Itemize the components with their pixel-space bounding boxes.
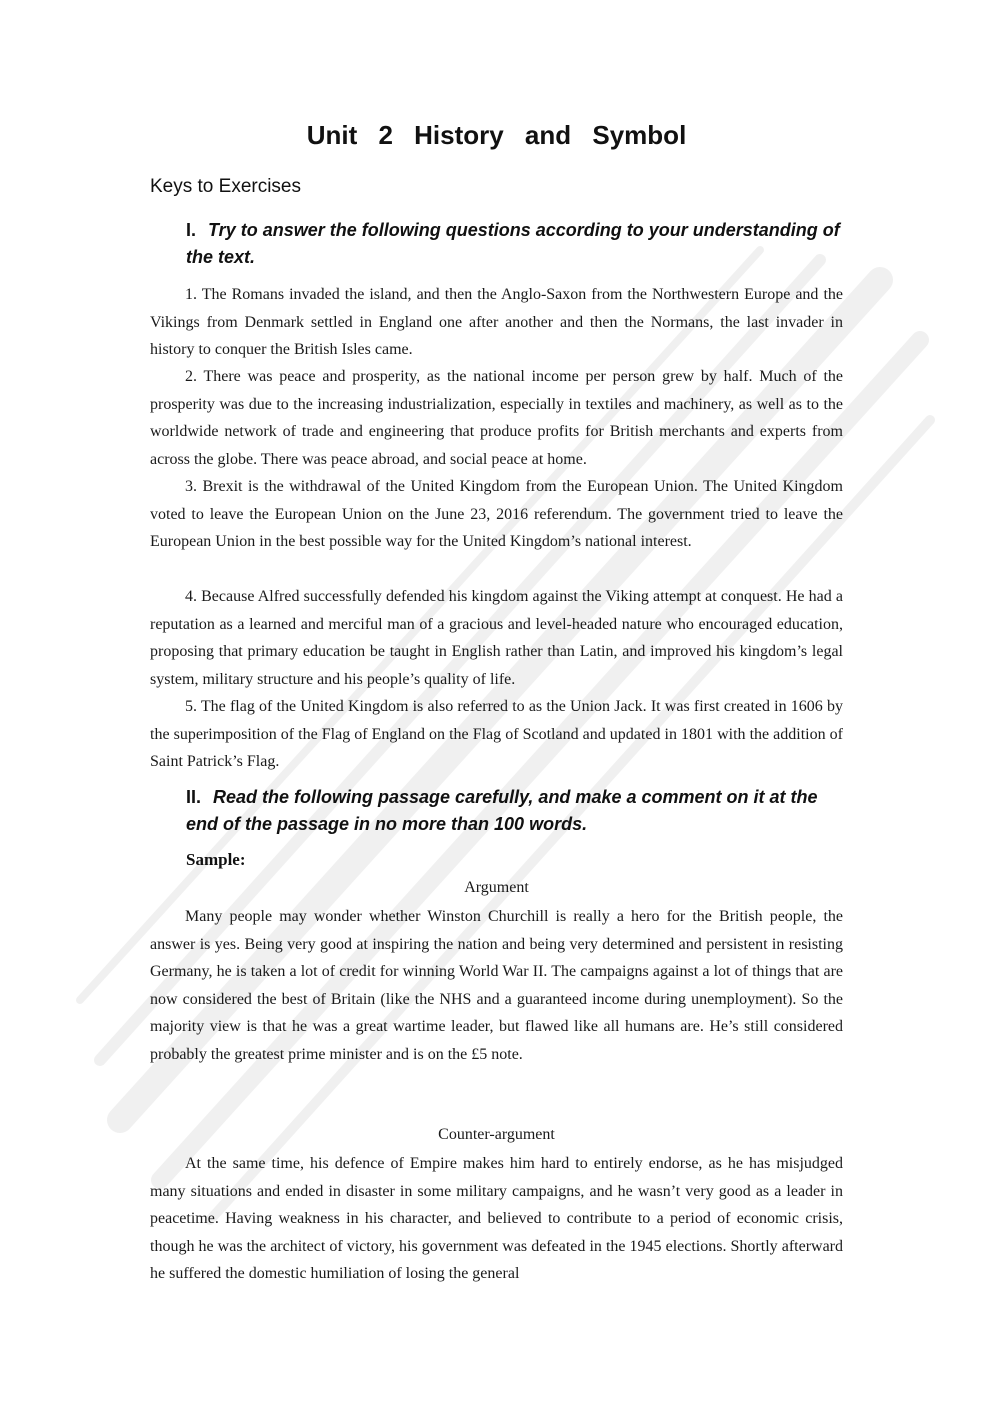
counter-argument-text: At the same time, his defence of Empire makes him hard to entirely endorse, as he has misjudged many situations and ended in disaster in some military campaigns, and he wasn’t very good as a leader in peacetime. Having weakness in his character, and believed to contribute to a period of economic crisis, though he was the architect of victory, his government was defeated in the 1945 elections. Shortly afterward he suffered the domestic humiliation of losing the general bbox=[150, 1155, 843, 1282]
sample-label: Sample: bbox=[186, 850, 246, 869]
section-2-heading-text: Read the following passage carefully, and make a comment on it at the end of the passage in no more than 100 words. bbox=[186, 787, 818, 834]
section-1-heading bbox=[186, 217, 846, 271]
section-2-number: II. bbox=[186, 787, 202, 807]
counter-argument-title: Counter-argument bbox=[438, 1126, 555, 1143]
answer-3: 3. Brexit is the withdrawal of the United Kingdom from the European Union. The United Kingdom voted to leave the European Union on the June 23, 2016 referendum. The government tried to leave the European Union in the best possible way for the United Kingdom’s national interest. bbox=[150, 478, 843, 550]
page-title: Unit 2 History and Symbol bbox=[306, 120, 687, 150]
section-1-number: I. bbox=[186, 220, 197, 240]
section-subtitle: Keys to Exercises bbox=[150, 176, 301, 197]
answer-5: 5. The flag of the United Kingdom is also referred to as the Union Jack. It was first created in 1606 by the superimposition of the Flag of England on the Flag of Scotland and updated in 1801 with the addition of Saint Patrick’s Flag. bbox=[150, 698, 843, 770]
section-1-heading-text: Try to answer the following questions according to your understanding of the text. bbox=[186, 220, 840, 267]
answer-1: 1. The Romans invaded the island, and then the Anglo-Saxon from the Northwestern Europe and the Vikings from Denmark settled in England one after another and then the Normans, the last invader in history to conquer the British Isles came. bbox=[150, 286, 843, 358]
argument-text: Many people may wonder whether Winston Churchill is really a hero for the British people, the answer is yes. Being very good at inspiring the nation and being very determined and persistent in resisting Germany, he is taken a lot of credit for winning World War II. The campaigns against a lot of things that are now considered the best of Britain (like the NHS and a guaranteed income during unemployment). So the majority view is that he was a great wartime leader, but flawed like all humans are. He’s still considered probably the greatest prime minister and is on the £5 note. bbox=[150, 908, 843, 1063]
answer-4: 4. Because Alfred successfully defended his kingdom against the Viking attempt at conquest. He had a reputation as a learned and merciful man of a gracious and level-headed nature who encouraged education, proposing that primary education be taught in English rather than Latin, and improved his kingdom’s legal system, military structure and his people’s quality of life. bbox=[150, 588, 843, 688]
answer-2: 2. There was peace and prosperity, as the national income per person grew by half. Much of the prosperity was due to the increasing industrialization, especially in textiles and machinery, as well as to the worldwide network of trade and engineering that produce profits for British merchants and experts from across the globe. There was peace abroad, and social peace at home. bbox=[150, 368, 843, 468]
section-2-heading bbox=[186, 784, 846, 838]
argument-title: Argument bbox=[464, 879, 529, 896]
